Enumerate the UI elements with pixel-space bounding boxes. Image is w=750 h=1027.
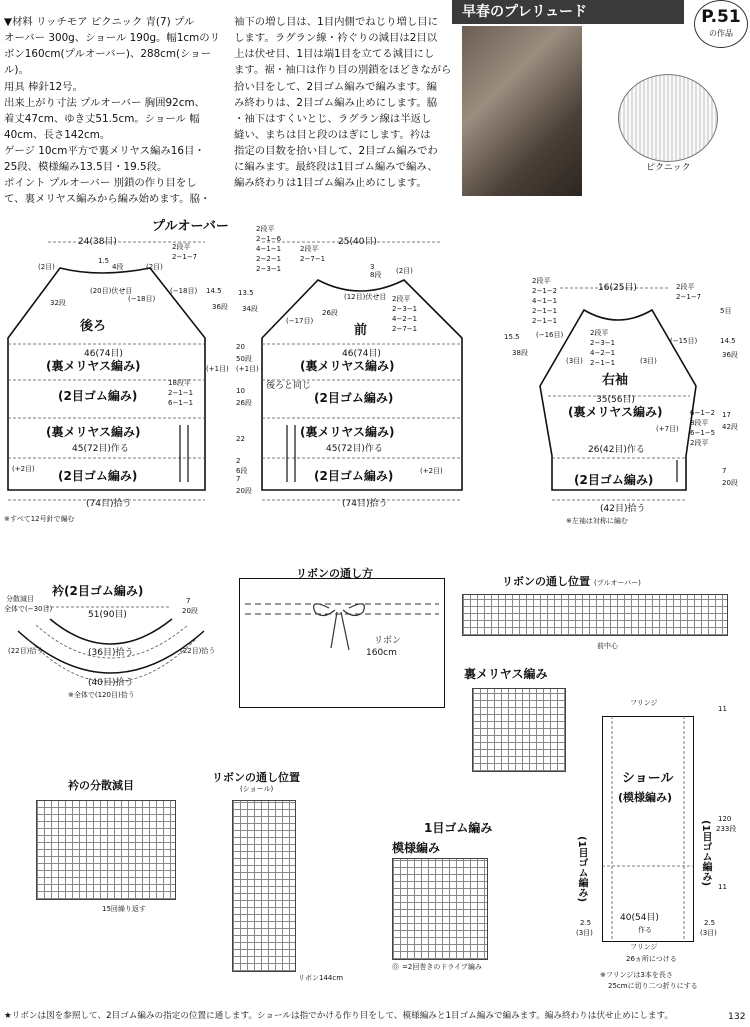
footer-text: ★リボンは図を参照して、2目ゴム編みの指定の位置に通します。ショールは指でかける作り目をして、模様編みと1目ゴム編みで編みます。編み終わりは伏せ止めにします。: [4, 1011, 674, 1021]
instructions-col1: [4, 14, 230, 208]
shawl-width: 40(54目): [620, 913, 659, 923]
back-dim: 6−1−1: [168, 399, 194, 407]
ribbon-label: リボン: [374, 636, 402, 646]
sleeve-dim: (3目): [640, 357, 657, 365]
front-dim: (2目): [396, 267, 413, 275]
back-dim: 14.5: [206, 287, 222, 295]
sleeve-dim: 2−1−2: [532, 287, 558, 295]
left-sleeve-note: ※左袖は対称に編む: [566, 517, 628, 525]
back-dim: 2段平: [172, 243, 191, 251]
shawl-rib-dividers: [602, 716, 694, 942]
instr-line: に編みます。最終段は1目ゴム編みで編み、: [234, 161, 438, 174]
front-dim: 2−1−6: [256, 235, 282, 243]
shawl-fringe-note1: ※フリンジは3本を長さ: [600, 971, 673, 979]
front-dim: 50段: [236, 355, 252, 363]
instr-line: み終わりは、2目ゴム編み止めにします。脇: [234, 96, 438, 109]
back-dim: 32段: [50, 299, 66, 307]
drive-note: =2回巻きのドライブ編み: [402, 963, 482, 971]
sleeve-dim: 2段平: [590, 329, 609, 337]
collar-width-mid: (36目)拾う: [88, 648, 134, 658]
shawl-fringe-places: 26ヵ所につける: [626, 955, 677, 963]
sleeve-dim: 42段: [722, 423, 738, 431]
front-dim: (12目)伏せ目: [344, 293, 387, 301]
front-top-width: 25(40目): [338, 237, 377, 247]
back-top-width: 24(38目): [78, 237, 117, 247]
collar-dim: 全体で(−30目): [4, 605, 53, 613]
collar-dim: (22目)拾う: [8, 647, 44, 655]
shawl-fringe-bottom: フリンジ: [630, 943, 658, 951]
back-dim: (20目)伏せ目: [90, 287, 133, 295]
front-dim: 20: [236, 343, 245, 351]
page-number: 132: [728, 1011, 746, 1022]
front-dim: 7: [236, 475, 241, 483]
back-ura-label: (裏メリヤス編み): [46, 359, 141, 373]
ribbon-pos-sub: (プルオーバー): [594, 579, 641, 587]
sleeve-dim: 17: [722, 411, 731, 419]
back-dim: 18段平: [168, 379, 191, 387]
front-dim: 10: [236, 387, 245, 395]
front-rib-label-2: (2目ゴム編み): [314, 469, 394, 483]
page-ref-badge: [694, 0, 748, 48]
sleeve-dim: 2−1−7: [676, 293, 702, 301]
front-dim: 2−2−1: [256, 255, 282, 263]
sleeve-pick-up: (42目)拾う: [600, 504, 646, 514]
instr-line: ます。裾・袖口は作り目の別鎖をほどきながら: [234, 64, 452, 77]
sleeve-cast-on: 26(42目)作る: [588, 445, 645, 455]
back-cast-on: 45(72目)作る: [72, 444, 129, 454]
instr-line: 袖下の増し目は、1目内側でねじり増し目に: [234, 16, 439, 28]
sleeve-dim: 6−1−2: [690, 409, 716, 417]
all-needles-note: ※すべて12号針で編む: [4, 515, 75, 523]
front-dim: 2−3−1: [392, 305, 418, 313]
front-ura-label: (裏メリヤス編み): [300, 359, 395, 373]
instr-line: 拾い目をして、2目ゴム編みで編みます。編: [234, 80, 437, 93]
collar-inner: [50, 619, 172, 644]
shawl-dim: (3目): [576, 929, 593, 937]
collar-title: 衿(2目ゴム編み): [52, 584, 144, 598]
sleeve-dim: 2段平: [676, 283, 695, 291]
instr-line: 指定の目数を拾い目して、2目ゴム編みでわ: [234, 145, 438, 157]
instr-line: 縫い、まちは目と段のはぎにします。衿は: [234, 128, 431, 141]
collar-width-bottom: (40目)拾う: [88, 678, 134, 688]
back-dim: 2−1−7: [172, 253, 198, 261]
front-rib-label: (2目ゴム編み): [314, 391, 394, 405]
instr-line: ゲージ 10cm平方で裏メリヤス編み16目・: [4, 145, 205, 157]
drive-symbol: Ⓞ: [392, 963, 399, 971]
front-dim: (+2目): [420, 467, 443, 475]
sleeve-ura-label: (裏メリヤス編み): [568, 405, 663, 419]
sleeve-dim: 8段平: [690, 419, 709, 427]
instr-line: ボン160cm(プルオーバー)、288cm(ショール)。: [4, 48, 212, 77]
collar-decrease-chart: [36, 800, 176, 900]
sleeve-dim: (−16目): [536, 331, 564, 339]
ura-title: 裏メリヤス編み: [464, 667, 548, 681]
sleeve-dim: 2−3−1: [590, 339, 616, 347]
sleeve-rib-label: (2目ゴム編み): [574, 473, 654, 487]
shawl-right-rib: (1目ゴム編み): [700, 820, 711, 887]
collar-note: ※全体で(120目)拾う: [68, 691, 135, 699]
sleeve-dim: 4−1−1: [532, 297, 558, 305]
sleeve-dim: 5目: [720, 307, 732, 315]
back-body-width: 46(74目): [84, 349, 123, 359]
back-dim: (2目): [146, 263, 163, 271]
back-dim: 2−1−1: [168, 389, 194, 397]
shawl-ribbon-chart: [232, 800, 296, 972]
front-dim: 8段: [370, 271, 382, 279]
shawl-left-rib: (1目ゴム編み): [576, 836, 587, 903]
sleeve-top-width: 16(25目): [598, 283, 637, 293]
ribbon-length: 160cm: [366, 648, 397, 658]
back-dim: (−18目): [170, 287, 198, 295]
collar-dim: 7: [186, 597, 191, 605]
back-rib-label: (2目ゴム編み): [58, 389, 138, 403]
collar-dim: 分散減目: [6, 595, 34, 603]
pattern-chart: [392, 858, 488, 960]
back-ura-label-2: (裏メリヤス編み): [46, 425, 141, 439]
sleeve-width: 35(56目): [596, 395, 635, 405]
collar-dim: (22目)拾う: [180, 647, 216, 655]
sleeve-dim: 2−1−1: [532, 317, 558, 325]
instr-line: ・袖下はすくいとじ、ラグラン線は半返し: [234, 112, 432, 125]
shawl-dim: 2.5: [704, 919, 716, 927]
front-dim: 4−1−1: [256, 245, 282, 253]
front-dim: 2段平: [256, 225, 275, 233]
back-rib-label-2: (2目ゴム編み): [58, 469, 138, 483]
page-ref: P.51: [701, 7, 741, 27]
page-ref-sub: の作品: [709, 29, 733, 38]
sleeve-dim: 7: [722, 467, 727, 475]
sleeve-dim: 38段: [512, 349, 528, 357]
back-dim: 1.5: [98, 257, 110, 265]
one-rib-title: 1目ゴム編み: [424, 821, 493, 835]
shawl-dim: 233段: [716, 825, 737, 833]
sleeve-dim: 15.5: [504, 333, 520, 341]
shawl-dim: 11: [718, 883, 727, 891]
front-dim: 2−7−1: [300, 255, 326, 263]
instr-line: て、裏メリヤス編みから編み始めます。脇・: [4, 193, 211, 206]
instr-line: 40cm、長さ142cm。: [4, 128, 111, 141]
ribbon-threading-title: リボンの通し方: [296, 567, 373, 580]
pattern-title: 模様編み: [392, 841, 441, 855]
front-dim: 20段: [236, 487, 252, 495]
sleeve-dim: 2段平: [532, 277, 551, 285]
instructions-col2: [234, 14, 456, 191]
page-title: 早春のプレリュード: [452, 0, 684, 24]
shawl-dim: 120: [718, 815, 732, 823]
front-ura-label-2: (裏メリヤス編み): [300, 425, 395, 439]
front-dim: 6段: [236, 467, 248, 475]
front-label: 前: [354, 323, 368, 338]
front-dim: 2−7−1: [392, 325, 418, 333]
instr-line: ▼材料 リッチモア ピクニック 青(7) プル: [4, 16, 195, 28]
sleeve-dim: 2段平: [690, 439, 709, 447]
back-dim: (+1目): [206, 365, 229, 373]
front-dim: 2段平: [392, 295, 411, 303]
shawl-ribbon-pos-sub: (ショール): [240, 785, 274, 793]
sleeve-dim: 4−2−1: [590, 349, 616, 357]
yarn-swatch: [618, 74, 718, 162]
back-pick-up: (74目)拾う: [86, 499, 132, 509]
front-dim: 22: [236, 435, 245, 443]
instr-line: ポイント プルオーバー 別鎖の作り目をし: [4, 177, 197, 190]
pullover-title: プルオーバー: [152, 219, 229, 234]
back-dim: (−18目): [128, 295, 156, 303]
front-body-width: 46(74目): [342, 349, 381, 359]
back-label: 後ろ: [80, 319, 107, 334]
ribbon-drawing: [239, 578, 445, 708]
shawl-dim: 2.5: [580, 919, 592, 927]
sleeve-label: 右袖: [602, 373, 629, 388]
back-dim: 36段: [212, 303, 228, 311]
sleeve-dim: (−15目): [670, 337, 698, 345]
front-dim: 26段: [236, 399, 252, 407]
front-dim: (−17目): [286, 317, 314, 325]
back-dim: (2目): [38, 263, 55, 271]
ribbon-pos-title: リボンの通し位置: [502, 575, 590, 588]
front-dim: 2−3−1: [256, 265, 282, 273]
instr-line: します。ラグラン線・衿ぐりの減目は2目以: [234, 32, 438, 45]
instr-line: 編み終わりは1目ゴム編み止めにします。: [234, 177, 427, 190]
shawl-title: ショール: [622, 771, 674, 786]
front-dim: 26段: [322, 309, 338, 317]
collar-width-top: 51(90目): [88, 610, 127, 620]
front-dim: 34段: [242, 305, 258, 313]
collar-decrease-title: 衿の分散減目: [68, 779, 134, 792]
front-dim: 4−2−1: [392, 315, 418, 323]
front-center-label: 前中心: [597, 642, 618, 650]
sleeve-dim: 2−1−1: [590, 359, 616, 367]
shawl-width-sub: 作る: [638, 926, 652, 934]
shawl-pattern: (模様編み): [618, 791, 673, 804]
sleeve-dim: 14.5: [720, 337, 736, 345]
footer: [0, 1006, 750, 1027]
sleeve-dim: 36段: [722, 351, 738, 359]
front-dim: 2段平: [300, 245, 319, 253]
sleeve-dim: 20段: [722, 479, 738, 487]
model-photo: [462, 26, 582, 196]
collar-dim: 20段: [182, 607, 198, 615]
ura-chart: [472, 688, 566, 772]
back-dim: 4段: [112, 263, 124, 271]
sleeve-dim: (+7目): [656, 425, 679, 433]
front-pick-up: (74目)拾う: [342, 499, 388, 509]
front-dim: 2: [236, 457, 241, 465]
shawl-ribbon-length: リボン144cm: [298, 974, 344, 982]
instr-line: 上は伏せ目、1目は端1目を立てる減目にし: [234, 48, 435, 61]
instr-line: オーバー 300g、ショール 190g。幅1cmのリ: [4, 32, 221, 45]
same-as-back: 後ろと同じ: [266, 381, 312, 391]
front-cast-on: 45(72目)作る: [326, 444, 383, 454]
shawl-fringe-note2: 25cmに切り二つ折りにする: [608, 982, 698, 990]
front-dim: 3: [370, 263, 375, 271]
shawl-dim: 11: [718, 705, 727, 713]
yarn-label: ピクニック: [646, 163, 691, 173]
instr-line: 用具 棒針12号。: [4, 80, 83, 93]
back-dim: (+2目): [12, 465, 35, 473]
sleeve-dim: 2−1−1: [532, 307, 558, 315]
shawl-ribbon-pos-title: リボンの通し位置: [212, 771, 300, 784]
front-dim: 13.5: [238, 289, 254, 297]
instr-line: 25段、模様編み13.5目・19.5段。: [4, 161, 168, 174]
front-dim: (+1目): [236, 365, 259, 373]
sleeve-dim: 6−1−5: [690, 429, 716, 437]
repeat-note: 15回繰り返す: [102, 905, 146, 913]
instr-line: 着丈47cm、ゆき丈51.5cm。ショール 幅: [4, 112, 200, 125]
sleeve-dim: (3目): [566, 357, 583, 365]
instr-line: 出来上がり寸法 プルオーバー 胸囲92cm、: [4, 96, 205, 109]
ribbon-pos-chart: [462, 594, 728, 636]
shawl-dim: (3目): [700, 929, 717, 937]
shawl-fringe-top: フリンジ: [630, 699, 658, 707]
